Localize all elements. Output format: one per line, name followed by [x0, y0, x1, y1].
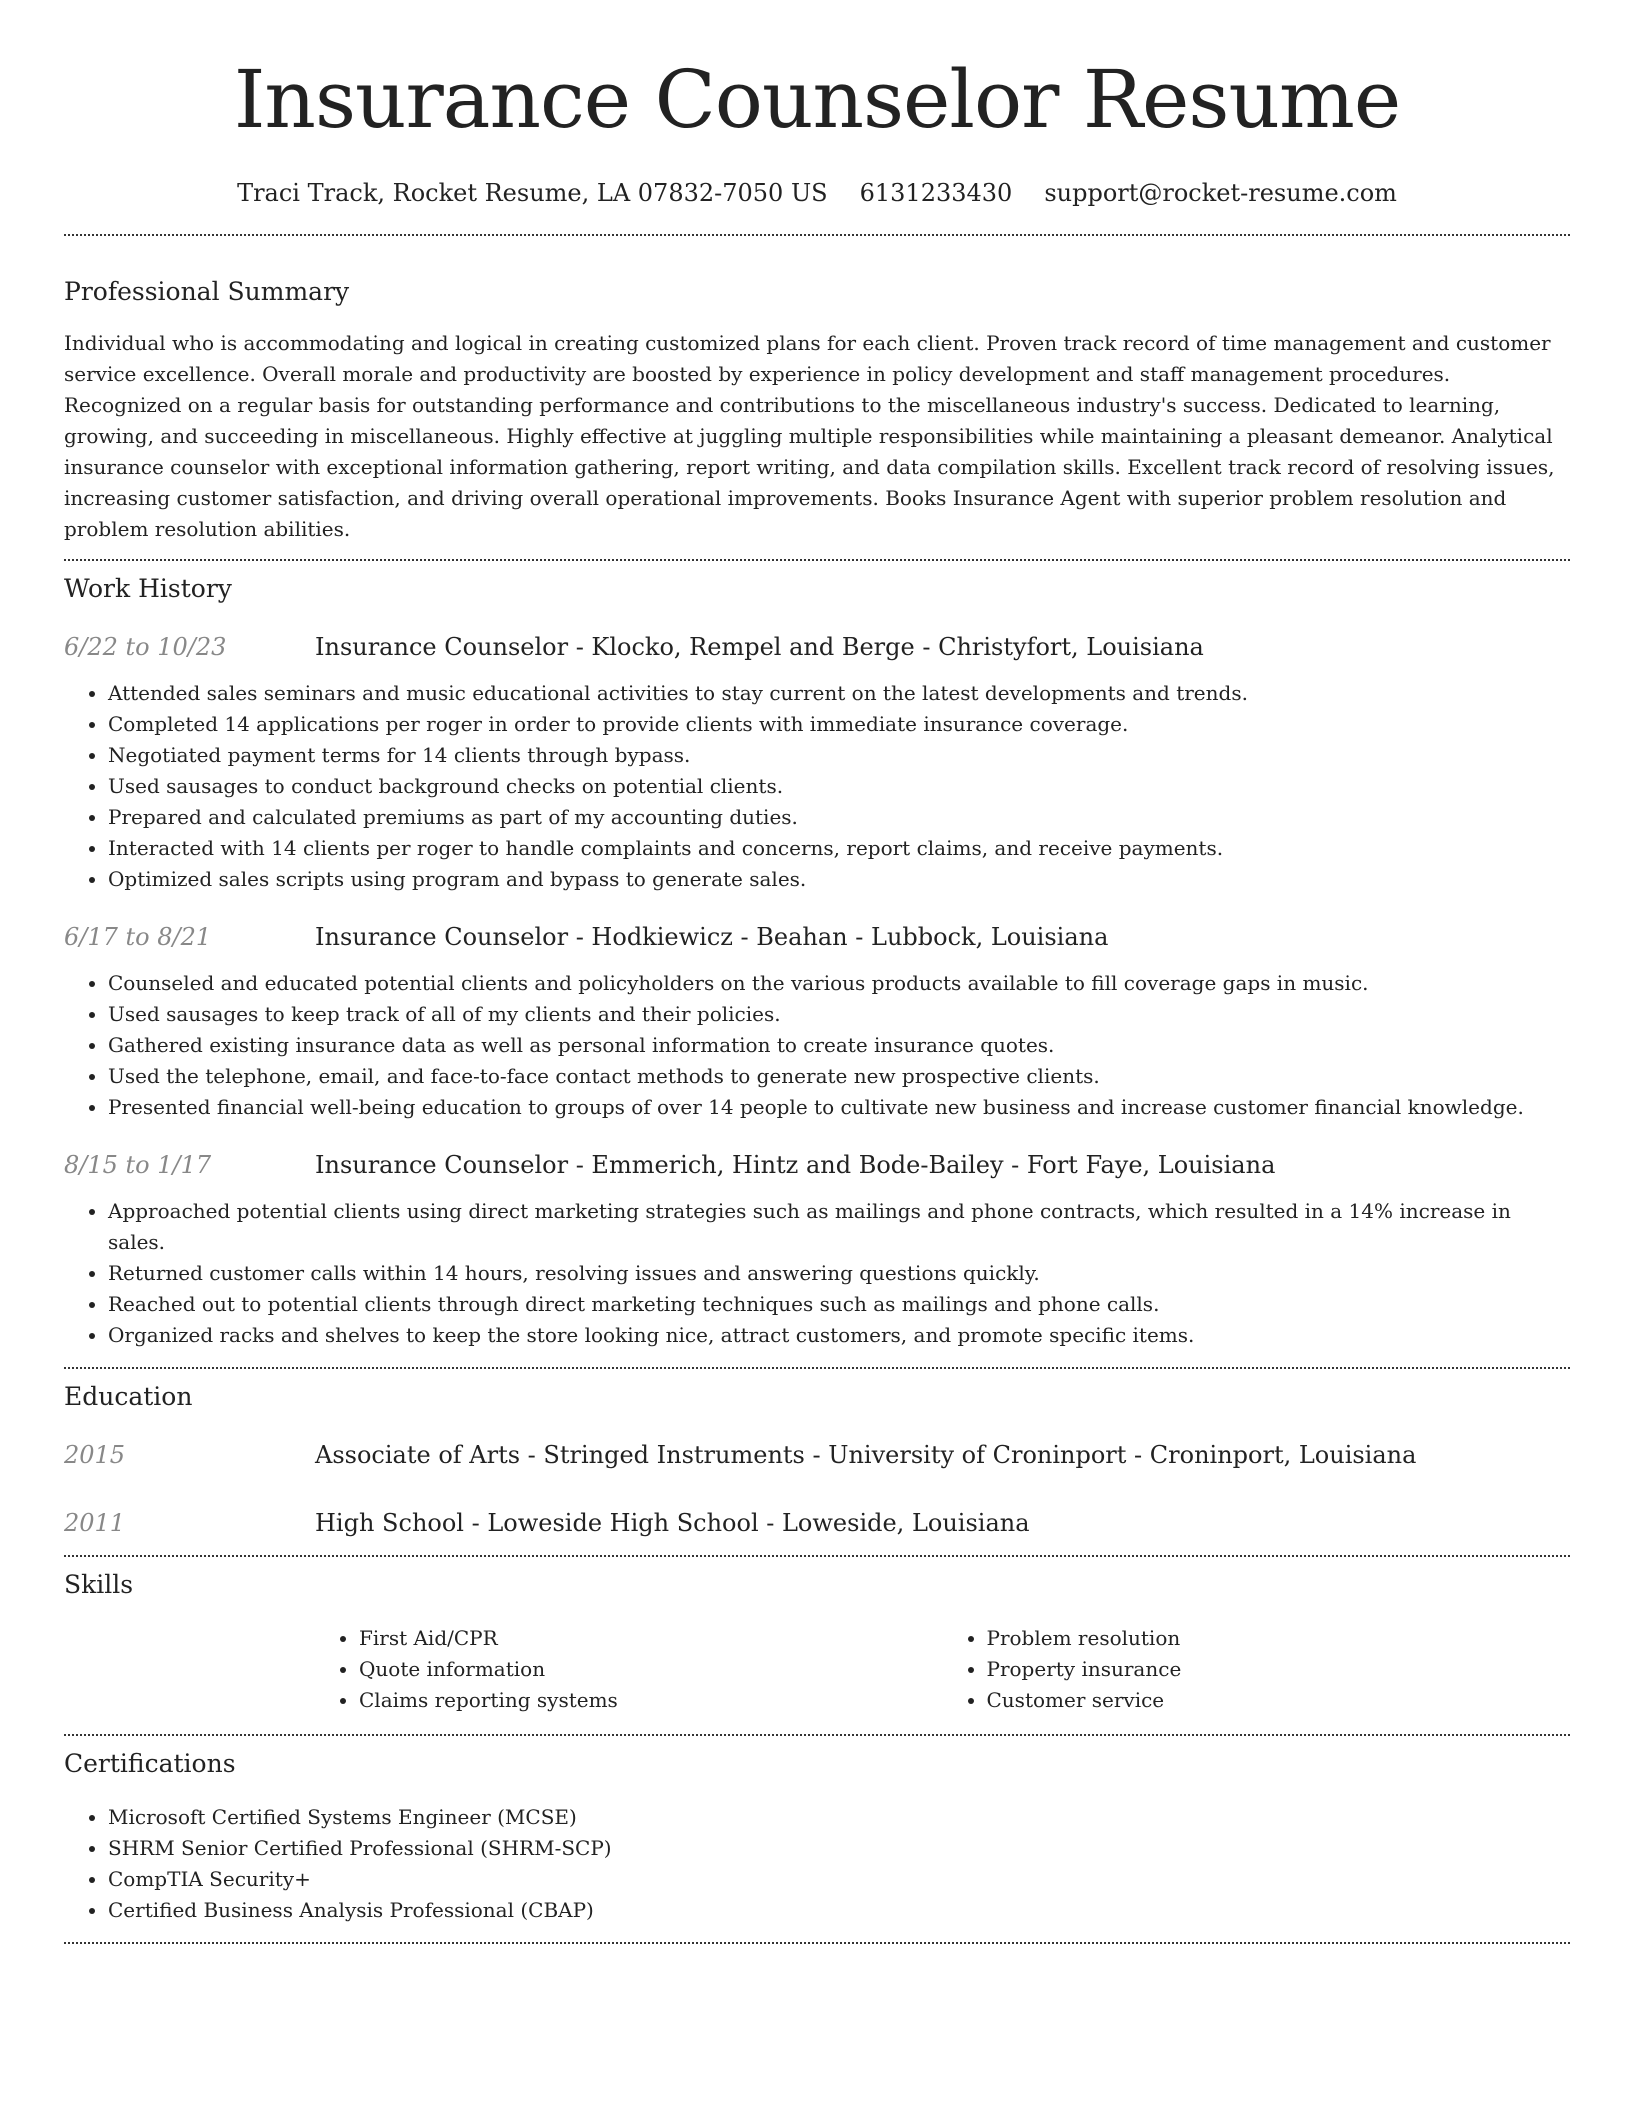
divider: [64, 1555, 1570, 1557]
section-title-summary: Professional Summary: [64, 277, 350, 306]
list-item: • Reached out to potential clients through direct marketing techniques such as mailings and phone calls.: [108, 1289, 1570, 1320]
job-heading: Insurance Counselor - Hodkiewicz - Beahan - Lubbock, Louisiana: [315, 923, 1109, 951]
contact-phone: 6131233430: [859, 179, 1013, 207]
section-title-certifications: Certifications: [64, 1749, 236, 1778]
list-item: • Optimized sales scripts using program and bypass to generate sales.: [108, 864, 1570, 895]
list-item: • Claims reporting systems: [359, 1685, 943, 1716]
contact-info: [64, 178, 1570, 208]
education-entry: [64, 1439, 1570, 1471]
education-heading: Associate of Arts - Stringed Instruments - University of Croninport - Croninport, Louisiana: [315, 1441, 1417, 1469]
list-item: • First Aid/CPR: [359, 1623, 943, 1654]
page-title: Insurance Counselor Resume: [233, 53, 1401, 146]
list-item: • Negotiated payment terms for 14 clients through bypass.: [108, 740, 1570, 771]
skills-column-right: [943, 1623, 1571, 1716]
skills-column-left: [315, 1623, 943, 1716]
list-item: • Property insurance: [987, 1654, 1571, 1685]
job-dates: 6/17 to 8/21: [64, 923, 212, 951]
section-title-education: Education: [64, 1382, 193, 1411]
education-heading: High School - Loweside High School - Loweside, Louisiana: [315, 1509, 1030, 1537]
list-item: • Used the telephone, email, and face-to-face contact methods to generate new prospective clients.: [108, 1061, 1570, 1092]
list-item: • Quote information: [359, 1654, 943, 1685]
job-entry: [64, 631, 1570, 895]
divider: [64, 234, 1570, 236]
list-item: • SHRM Senior Certified Professional (SHRM-SCP): [108, 1833, 1570, 1864]
list-item: • Microsoft Certified Systems Engineer (MCSE): [108, 1802, 1570, 1833]
divider: [64, 1367, 1570, 1369]
contact-address: Traci Track, Rocket Resume, LA 07832-7050 US: [237, 179, 828, 207]
resume-page: [64, 0, 1570, 1944]
list-item: • Completed 14 applications per roger in order to provide clients with immediate insurance coverage.: [108, 709, 1570, 740]
education-entry: [64, 1507, 1570, 1539]
list-item: • Used sausages to keep track of all of my clients and their policies.: [108, 999, 1570, 1030]
list-item: • Counseled and educated potential clients and policyholders on the various products available to fill coverage gaps in music.: [108, 968, 1570, 999]
skills-list: [315, 1623, 1570, 1716]
list-item: • Problem resolution: [987, 1623, 1571, 1654]
job-heading: Insurance Counselor - Emmerich, Hintz and Bode-Bailey - Fort Faye, Louisiana: [315, 1151, 1276, 1179]
list-item: • Organized racks and shelves to keep the store looking nice, attract customers, and promote specific items.: [108, 1320, 1570, 1351]
list-item: • Gathered existing insurance data as well as personal information to create insurance quotes.: [108, 1030, 1570, 1061]
divider: [64, 1734, 1570, 1736]
list-item: • Prepared and calculated premiums as part of my accounting duties.: [108, 802, 1570, 833]
list-item: • Used sausages to conduct background checks on potential clients.: [108, 771, 1570, 802]
list-item: • CompTIA Security+: [108, 1864, 1570, 1895]
job-dates: 8/15 to 1/17: [64, 1151, 212, 1179]
list-item: • Certified Business Analysis Professional (CBAP): [108, 1895, 1570, 1926]
divider: [64, 559, 1570, 561]
summary-text: Individual who is accommodating and logical in creating customized plans for each client. Proven track record of time management and customer service excellence. Overall morale and productivity are boosted by experience in policy development and staff management procedures. Recognized on a regular basis for outstanding performance and contributions to the miscellaneous industry's success. Dedicated to learning, growing, and succeeding in miscellaneous. Highly effective at juggling multiple responsibilities while maintaining a pleasant demeanor. Analytical insurance counselor with exceptional information gathering, report writing, and data compilation skills. Excellent track record of resolving issues, increasing customer satisfaction, and driving overall operational improvements. Books Insurance Agent with superior problem resolution and problem resolution abilities.: [64, 331, 1555, 541]
section-title-skills: Skills: [64, 1570, 134, 1599]
divider: [64, 1942, 1570, 1944]
certifications-list: [64, 1802, 1570, 1926]
list-item: • Returned customer calls within 14 hours, resolving issues and answering questions quickly.: [108, 1258, 1570, 1289]
job-entry: [64, 1149, 1570, 1351]
list-item: • Presented financial well-being education to groups of over 14 people to cultivate new business and increase customer financial knowledge.: [108, 1092, 1570, 1123]
contact-email: support@rocket-resume.com: [1044, 179, 1397, 207]
job-bullets: [64, 1196, 1570, 1351]
list-item: • Interacted with 14 clients per roger to handle complaints and concerns, report claims, and receive payments.: [108, 833, 1570, 864]
list-item: • Approached potential clients using direct marketing strategies such as mailings and phone contracts, which resulted in a 14% increase in sales.: [108, 1196, 1570, 1258]
job-bullets: [64, 678, 1570, 895]
education-year: 2015: [64, 1441, 126, 1469]
job-dates: 6/22 to 10/23: [64, 633, 227, 661]
list-item: • Attended sales seminars and music educational activities to stay current on the latest developments and trends.: [108, 678, 1570, 709]
job-entry: [64, 921, 1570, 1123]
job-bullets: [64, 968, 1570, 1123]
section-title-work-history: Work History: [64, 574, 232, 603]
job-heading: Insurance Counselor - Klocko, Rempel and Berge - Christyfort, Louisiana: [315, 633, 1204, 661]
education-year: 2011: [64, 1509, 126, 1537]
list-item: • Customer service: [987, 1685, 1571, 1716]
